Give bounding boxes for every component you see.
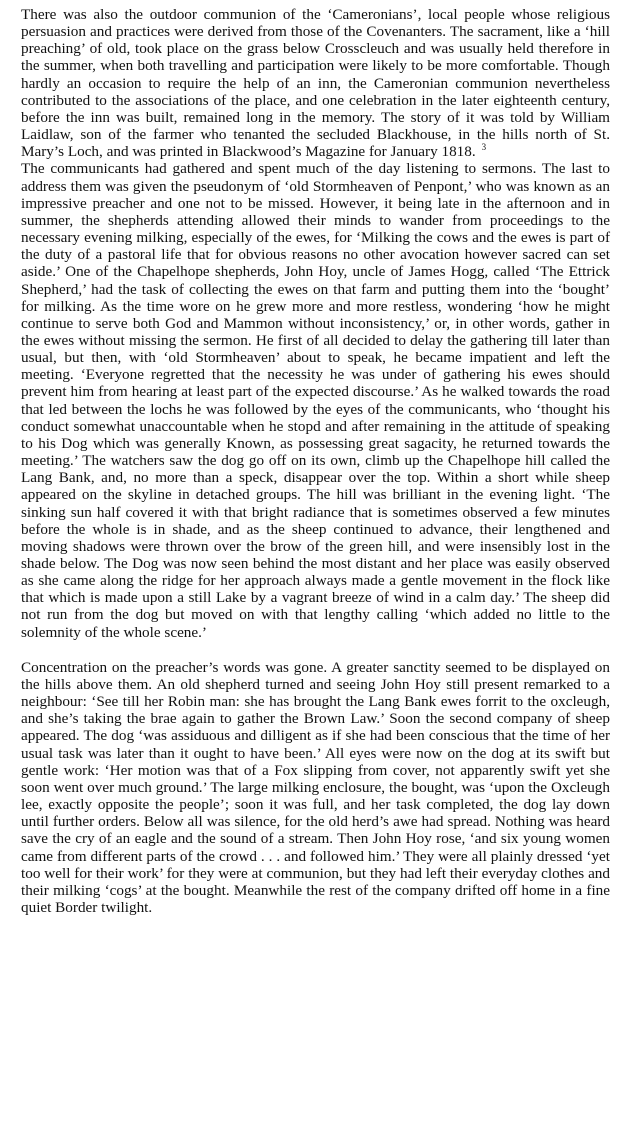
paragraph-john-hoy-dog <box>21 160 610 640</box>
paragraph-text: Concentration on the preacher’s words was gone. A greater sanctity seemed to be displayed on the hills above them. An old shepherd turned and seeing John Hoy still present remarked to a neighbour: ‘See till her Robin man: she has brought the Lang Bank ewes forrit to the oxcleugh, and she’s taking the brae again to gather the Brown Law.’ Soon the second company of sheep appeared. The dog ‘was assiduous and dilligent as if she had been conscious that the time of her usual task was later than it ought to have been.’ All eyes were now on the dog at its swift but gentle work: ‘Her motion was that of a Fox slipping from cover, not apparently swift yet she soon went over much ground.’ The large milking enclosure, the bought, was ‘upon the Oxcleugh lee, exactly opposite the people’; soon it was full, and her task completed, the dog lay down until further orders. Below all was silence, for the old herd’s awe had spread. Nothing was heard save the cry of an eagle and the sound of a stream. Then John Hoy rose, ‘and six young women came from different parts of the crowd . . . and followed him.’ They were all plainly dressed ‘yet too well for their work’ for they were at communion, but they had left their everyday clothes and their milking ‘cogs’ at the bought. Meanwhile the rest of the company drifted off home in a fine quiet Border twilight. <box>21 658 610 916</box>
paragraph-cameronian-communion <box>21 6 610 160</box>
paragraph-text: The communicants had gathered and spent much of the day listening to sermons. The last to address them was given the pseudonym of ‘old Stormheaven of Penpont,’ who was known as an impressive preacher and one not to be missed. However, it being late in the afternoon and in summer, the shepherds attending allowed their minds to wander from proceedings to the necessary evening milking, especially of the ewes, for ‘Milking the cows and the ewes is part of the duty of a pastoral life that for obvious reasons no other avocation however sacred can set aside.’ One of the Chapelhope shepherds, John Hoy, uncle of James Hogg, called ‘The Ettrick Shepherd,’ had the task of collecting the ewes on that farm and putting them into the ‘bought’ for milking. As the time wore on he grew more and more restless, wondering ‘how he might continue to serve both God and Mammon without inconsistency,’ or, in other words, gather in the ewes without missing the sermon. He first of all decided to delay the gathering till later than usual, but then, with ‘old Stormheaven’ about to speak, he became impatient and left the meeting. ‘Everyone regretted that the necessity he was under of gathering his ewes should prevent him from hearing at least part of the expected discourse.’ As he walked towards the road that led between the lochs he was followed by the eyes of the communicants, who ‘thought his conduct somewhat unaccountable when he stopd and after remaining in the attitude of speaking to his Dog which was generally Known, as possessing great sagacity, he returned towards the meeting.’ The watchers saw the dog go off on its own, climb up the Chapelhope hill called the Lang Bank, and, no more than a speck, disappear over the top. Within a short while sheep appeared on the skyline in detached groups. The hill was brilliant in the evening light. ‘The sinking sun half covered it with that bright radiance that is sometimes observed a few minutes before the whole is in shade, and as the sheep continued to advance, their lengthened and moving shadows were thrown over the brow of the green hill, and were insensibly lost in the shade below. The Dog was now seen behind the most distant and her place was easily observed as she came along the ridge for her approach always made a gentle movement in the flock like that which is made upon a still Lake by a vagrant breeze of wind in a calm day.’ The sheep did not run from the dog but moved on with that lengthy calling ‘which added no little to the solemnity of the whole scene.’ <box>21 160 610 641</box>
paragraph-text: There was also the outdoor communion of the ‘Cameronians’, local people whose religious persuasion and practices were derived from those of the Covenanters. The sacrament, like a ‘hill preaching’ of old, took place on the grass below Crosscleuch and was usually held therefore in the summer, when both travelling and participation were likely to be more comfortable. Though hardly an occasion to require the help of an inn, the Cameronian communion nevertheless contributed to the associations of the place, and one celebration in the later eighteenth century, before the inn was built, remained long in the memory. The story of it was told by William Laidlaw, son of the farmer who tenanted the secluded Blackhouse, in the hills north of St. Mary’s Loch, and was printed in Blackwood’s Magazine for January 1818. <box>21 6 610 161</box>
paragraph-concentration-gone <box>21 659 610 916</box>
footnote-marker: 3 <box>481 142 487 153</box>
